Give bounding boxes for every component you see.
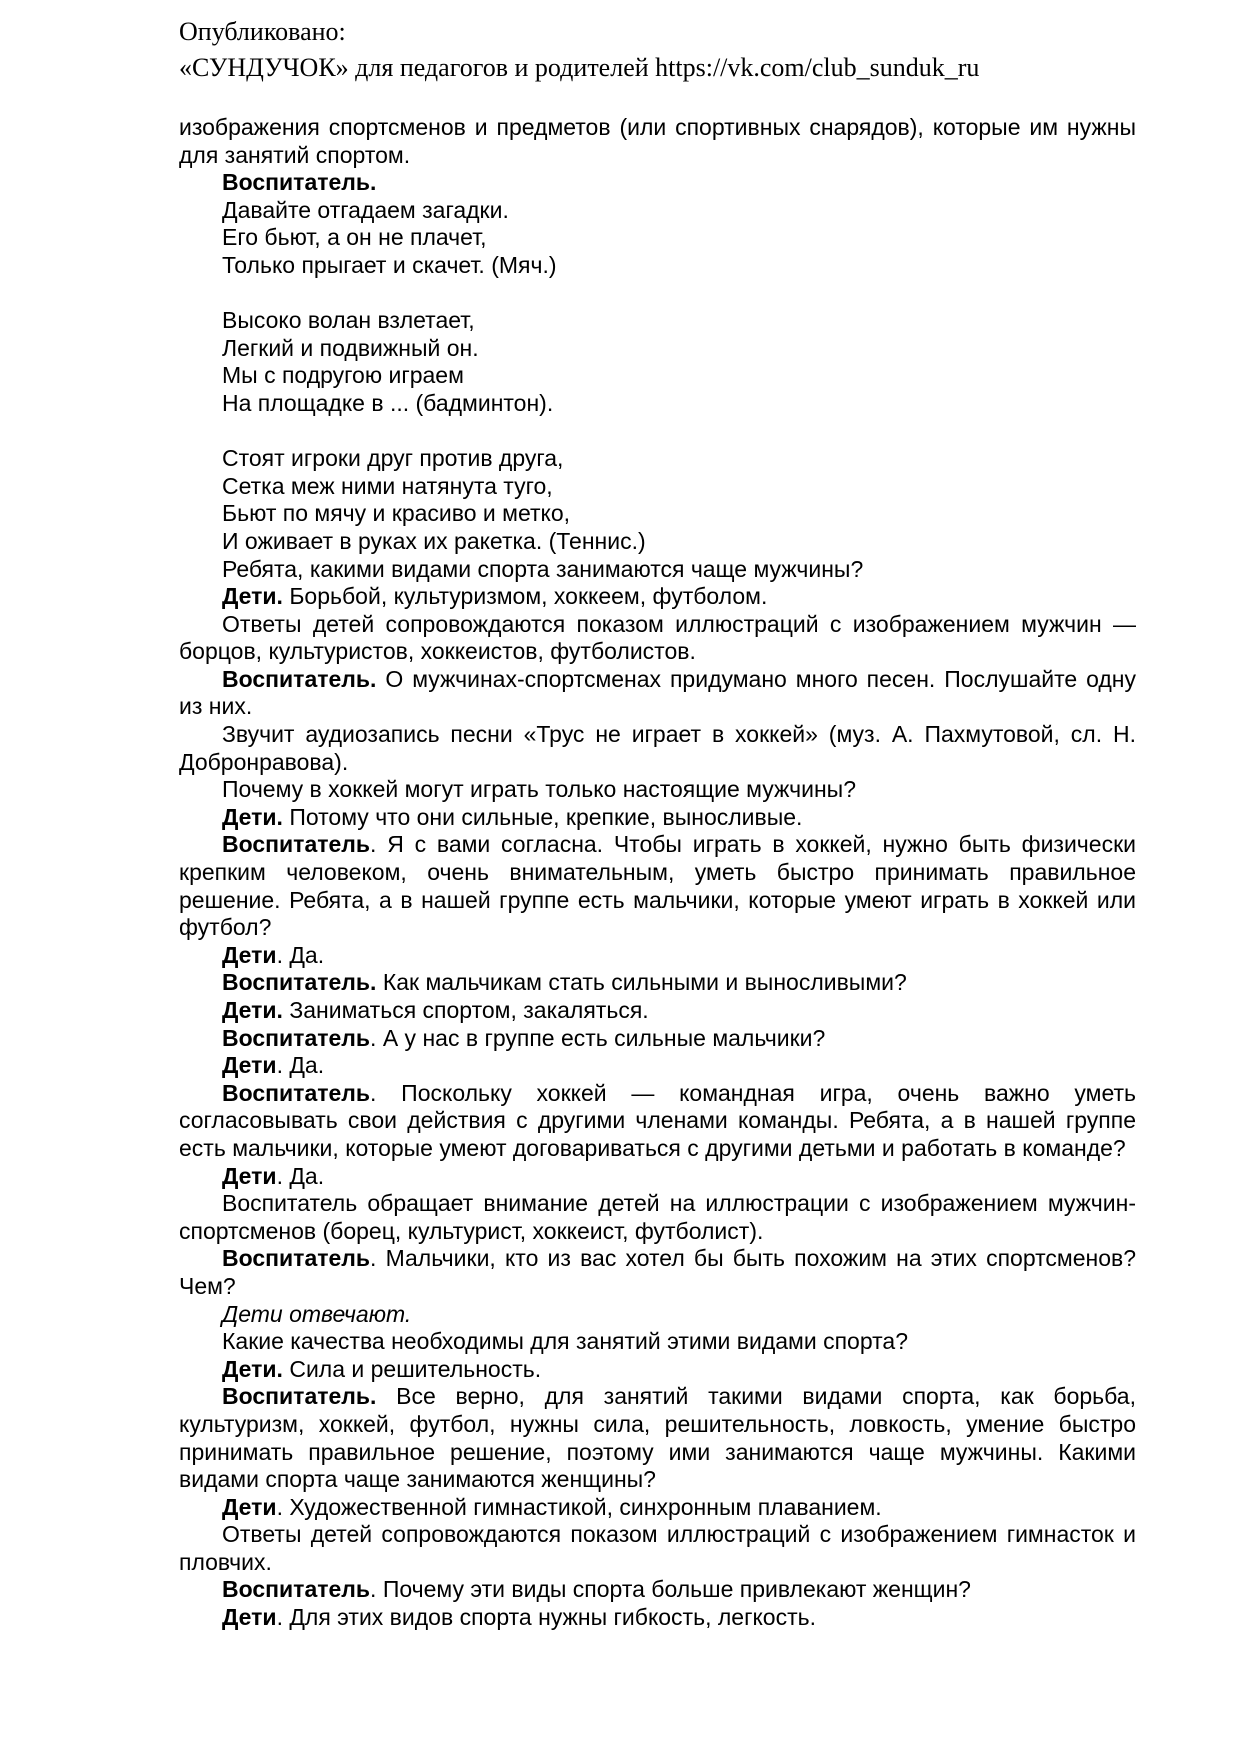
paragraph — [179, 335, 1136, 363]
paragraph — [179, 473, 1136, 501]
document-body — [0, 114, 1136, 1632]
speaker-label: Дети — [222, 941, 277, 968]
speaker-label: Дети — [222, 1493, 277, 1520]
paragraph — [179, 1328, 1136, 1356]
text-run: . Почему эти виды спорта больше привлекают женщин? — [370, 1576, 971, 1603]
text-run: Сетка меж ними натянута туго, — [222, 472, 553, 499]
speaker-label: Воспитатель — [222, 831, 371, 858]
text-run: . Да. — [276, 1052, 325, 1079]
speaker-label: Дети — [222, 1604, 277, 1631]
speaker-label: Дети — [222, 1052, 277, 1079]
text-run: . Да. — [276, 941, 325, 968]
text-run: . Художественной гимнастикой, синхронным плаванием. — [276, 1493, 882, 1520]
document-header — [0, 0, 1240, 86]
speaker-label: Воспитатель — [222, 1079, 371, 1106]
text-run: О мужчинах-спортсменах придумано много песен. Послушайте одну из них. — [179, 665, 1136, 720]
text-run: Мы с подругою играем — [222, 362, 464, 389]
paragraph — [179, 776, 1136, 804]
speaker-label: Воспитатель. — [222, 665, 377, 692]
paragraph — [179, 1025, 1136, 1053]
text-run: . Я с вами согласна. Чтобы играть в хоккей, нужно быть физически крепким человеком, очень внимательным, уметь быстро принимать правильное решение. Ребята, а в нашей группе есть мальчики, которые умеют играть в хоккей или футбол? — [179, 831, 1136, 941]
text-run: . А у нас в группе есть сильные мальчики? — [370, 1024, 826, 1051]
text-run: изображения спортсменов и предметов (или спортивных снарядов), которые им нужны для занятий спортом. — [179, 114, 1136, 168]
speaker-label: Воспитатель. — [222, 169, 377, 196]
paragraph — [179, 307, 1136, 335]
text-run: Давайте отгадаем загадки. — [222, 196, 509, 223]
paragraph — [179, 721, 1136, 776]
stage-direction: Дети отвечают. — [222, 1300, 412, 1327]
paragraph — [179, 1163, 1136, 1191]
paragraph — [179, 114, 1136, 169]
text-run: . Мальчики, кто из вас хотел бы быть похожим на этих спортсменов? Чем? — [179, 1245, 1136, 1299]
paragraph — [179, 666, 1136, 721]
paragraph — [179, 390, 1136, 418]
paragraph — [179, 252, 1136, 280]
speaker-label: Дети. — [222, 583, 283, 610]
paragraph — [179, 611, 1136, 666]
text-run: Сила и решительность. — [282, 1355, 542, 1382]
paragraph — [179, 528, 1136, 556]
text-run: . Для этих видов спорта нужны гибкость, легкость. — [276, 1604, 816, 1631]
paragraph — [179, 1383, 1136, 1493]
speaker-label: Дети. — [222, 803, 283, 830]
text-run: Его бьют, а он не плачет, — [222, 224, 487, 251]
text-run: Потому что они сильные, крепкие, выносливые. — [282, 803, 803, 830]
paragraph — [179, 1190, 1136, 1245]
speaker-label: Воспитатель. — [222, 1383, 377, 1410]
paragraph — [179, 1521, 1136, 1576]
speaker-label: Воспитатель — [222, 1576, 371, 1603]
paragraph — [179, 1494, 1136, 1522]
paragraph — [179, 1301, 1136, 1329]
text-run: И оживает в руках их ракетка. (Теннис.) — [222, 527, 646, 554]
text-run: . Поскольку хоккей — командная игра, очень важно уметь согласовывать свои действия с другими членами команды. Ребята, а в нашей группе есть мальчики, которые умеют договариваться с другими детьми и работать в команде? — [179, 1079, 1136, 1161]
paragraph — [179, 556, 1136, 584]
text-run: Заниматься спортом, закаляться. — [282, 997, 649, 1023]
paragraph — [179, 804, 1136, 832]
text-run: Бьют по мячу и красиво и метко, — [222, 500, 571, 527]
paragraph — [179, 445, 1136, 473]
speaker-label: Воспитатель. — [222, 969, 377, 996]
blank-line — [179, 418, 1136, 446]
text-run: Почему в хоккей могут играть только настоящие мужчины? — [222, 776, 856, 803]
paragraph — [179, 169, 1136, 197]
speaker-label: Дети — [222, 1162, 277, 1189]
text-run: На площадке в ... (бадминтон). — [222, 389, 554, 416]
text-run: Борьбой, культуризмом, хоккеем, футболом. — [282, 583, 768, 610]
paragraph — [179, 1356, 1136, 1384]
paragraph — [179, 1245, 1136, 1300]
text-run: Ребята, какими видами спорта занимаются чаще мужчины? — [222, 555, 864, 582]
paragraph — [179, 500, 1136, 528]
text-run: Ответы детей сопровождаются показом иллюстраций с изображением мужчин — борцов, культуристов, хоккеистов, футболистов. — [179, 610, 1136, 665]
paragraph — [179, 197, 1136, 225]
paragraph — [179, 583, 1136, 611]
text-run: Только прыгает и скачет. (Мяч.) — [222, 251, 557, 278]
source-line: «СУНДУЧОК» для педагогов и родителей https://vk.com/club_sunduk_ru — [179, 53, 980, 82]
text-run: Все верно, для занятий такими видами спорта, как борьба, культуризм, хоккей, футбол, нужны сила, решительность, ловкость, умение быстро принимать правильное решение, поэтому ими занимаются чаще мужчины. Какими видами спорта чаще занимаются женщины? — [179, 1383, 1136, 1493]
text-run: Легкий и подвижный он. — [222, 334, 479, 361]
published-label: Опубликовано: — [179, 17, 346, 46]
paragraph — [179, 1052, 1136, 1080]
text-run: Как мальчикам стать сильными и выносливыми? — [376, 969, 907, 996]
text-run: Стоят игроки друг против друга, — [222, 445, 564, 472]
text-run: Какие качества необходимы для занятий этими видами спорта? — [222, 1328, 908, 1355]
speaker-label: Дети. — [222, 1355, 283, 1382]
speaker-label: Воспитатель — [222, 1245, 371, 1272]
text-run: Ответы детей сопровождаются показом иллюстраций с изображением гимнасток и пловчих. — [179, 1521, 1136, 1575]
paragraph — [179, 942, 1136, 970]
text-run: Высоко волан взлетает, — [222, 307, 475, 334]
paragraph — [179, 969, 1136, 997]
paragraph — [179, 1080, 1136, 1163]
paragraph — [179, 362, 1136, 390]
paragraph — [179, 831, 1136, 941]
paragraph — [179, 1604, 1136, 1632]
speaker-label: Дети. — [222, 997, 283, 1023]
blank-line — [179, 280, 1136, 308]
text-run: Звучит аудиозапись песни «Трус не играет в хоккей» (муз. А. Пахмутовой, сл. Н. Добронравова). — [179, 721, 1136, 775]
speaker-label: Воспитатель — [222, 1024, 371, 1051]
text-run: Воспитатель обращает внимание детей на иллюстрации с изображением мужчин-спортсменов (борец, культурист, хоккеист, футболист). — [179, 1190, 1136, 1244]
paragraph — [179, 224, 1136, 252]
paragraph — [179, 1576, 1136, 1604]
text-run: . Да. — [276, 1162, 325, 1189]
paragraph — [179, 997, 1136, 1025]
